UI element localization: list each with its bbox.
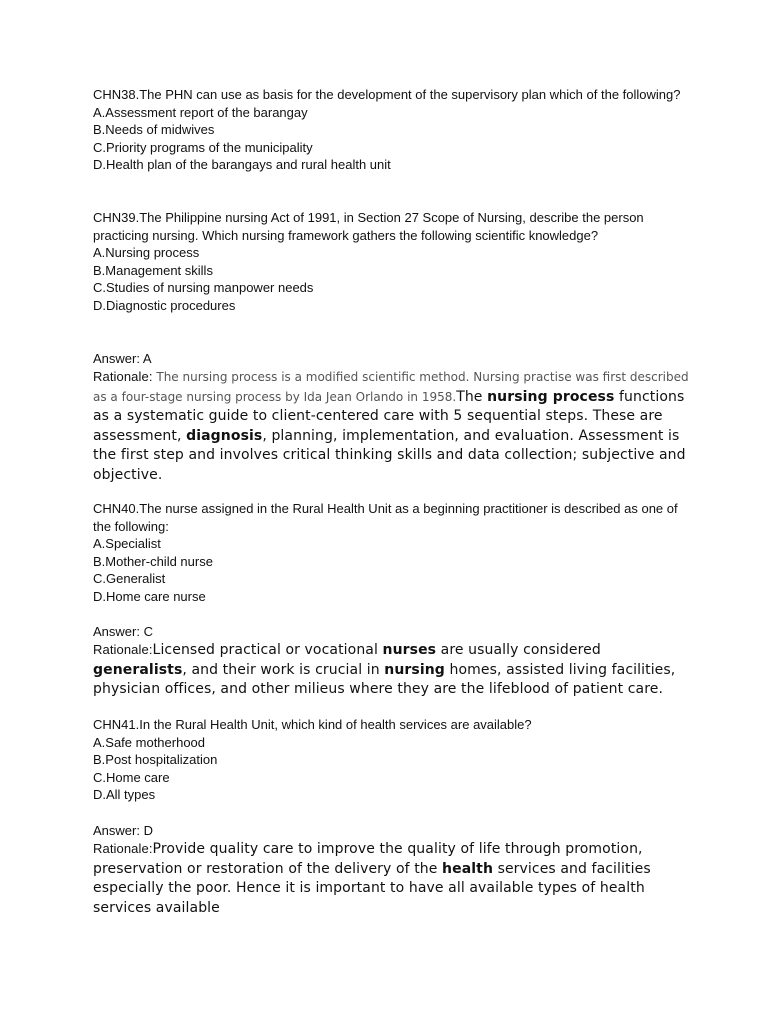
option-c: C.Priority programs of the municipality (93, 139, 313, 155)
question-chn38 (93, 86, 693, 174)
question-stem: CHN39.The Philippine nursing Act of 1991, in Section 27 Scope of Nursing, describe the person practicing nursing. Which nursing framework gathers the following scientific knowledge? (93, 210, 644, 243)
rationale-text: homes, assisted living facilities, physician offices, and other milieus where they are the lifeblood of patient care. (93, 661, 676, 697)
rationale-text: , and their work is crucial in (182, 661, 385, 678)
rationale-chn41 (93, 839, 693, 918)
answer-chn39: Answer: A (93, 351, 152, 366)
rationale-bold-text: nursing process (487, 388, 615, 405)
rationale-bold-text: diagnosis (186, 427, 263, 444)
option-d: D.All types (93, 787, 156, 803)
option-b: B.Management skills (93, 262, 213, 278)
rationale-text: functions as a systematic guide to client-centered care with 5 sequential steps. These are assessment, (93, 388, 685, 444)
rationale-chn39 (93, 367, 693, 485)
option-b: B.Needs of midwives (93, 122, 215, 138)
rationale-gray-text: The nursing process is a modified scientific method. Nursing practise was first described as a four-stage nursing process by Ida Jean Orlando in 1958. (93, 370, 689, 404)
option-d: D.Home care nurse (93, 588, 206, 604)
answer-chn40: Answer: C (93, 624, 153, 639)
question-chn40 (93, 500, 693, 606)
question-stem: CHN40.The nurse assigned in the Rural Health Unit as a beginning practitioner is described as one of the following: (93, 501, 678, 534)
rationale-text: The (456, 388, 488, 405)
rationale-bold-text: generalists (93, 661, 183, 678)
rationale-bold-text: health (442, 860, 494, 877)
question-stem: CHN38.The PHN can use as basis for the development of the supervisory plan which of the following? (93, 87, 681, 102)
option-a: A.Assessment report of the barangay (93, 104, 308, 120)
option-c: C.Generalist (93, 571, 166, 587)
option-a: A.Specialist (93, 536, 161, 552)
answer-chn41: Answer: D (93, 823, 153, 838)
option-a: A.Nursing process (93, 245, 200, 261)
option-c: C.Home care (93, 769, 170, 785)
question-chn39 (93, 209, 693, 315)
rationale-label: Rationale: (93, 369, 153, 384)
rationale-text: are usually considered (436, 642, 601, 658)
rationale-bold-text: nursing (384, 661, 445, 678)
rationale-bold-text: nurses (382, 642, 437, 658)
option-c: C.Studies of nursing manpower needs (93, 280, 314, 296)
rationale-label: Rationale: (93, 841, 153, 856)
rationale-chn40 (93, 640, 693, 700)
question-chn41 (93, 716, 693, 804)
rationale-text: Provide quality care to improve the quality of life through promotion, preservation or restoration of the delivery of the (93, 841, 643, 877)
question-stem: CHN41.In the Rural Health Unit, which kind of health services are available? (93, 717, 532, 732)
option-d: D.Diagnostic procedures (93, 297, 236, 313)
rationale-text: services and facilities especially the poor. Hence it is important to have all available types of health services available (93, 860, 651, 916)
rationale-label: Rationale: (93, 642, 153, 657)
option-b: B.Mother-child nurse (93, 553, 213, 569)
option-b: B.Post hospitalization (93, 752, 218, 768)
option-d: D.Health plan of the barangays and rural health unit (93, 157, 391, 173)
rationale-text: , planning, implementation, and evaluation. Assessment is the first step and involves critical thinking skills and data collection; subjective and objective. (93, 427, 686, 483)
rationale-text: Licensed practical or vocational (152, 642, 383, 658)
option-a: A.Safe motherhood (93, 734, 206, 750)
